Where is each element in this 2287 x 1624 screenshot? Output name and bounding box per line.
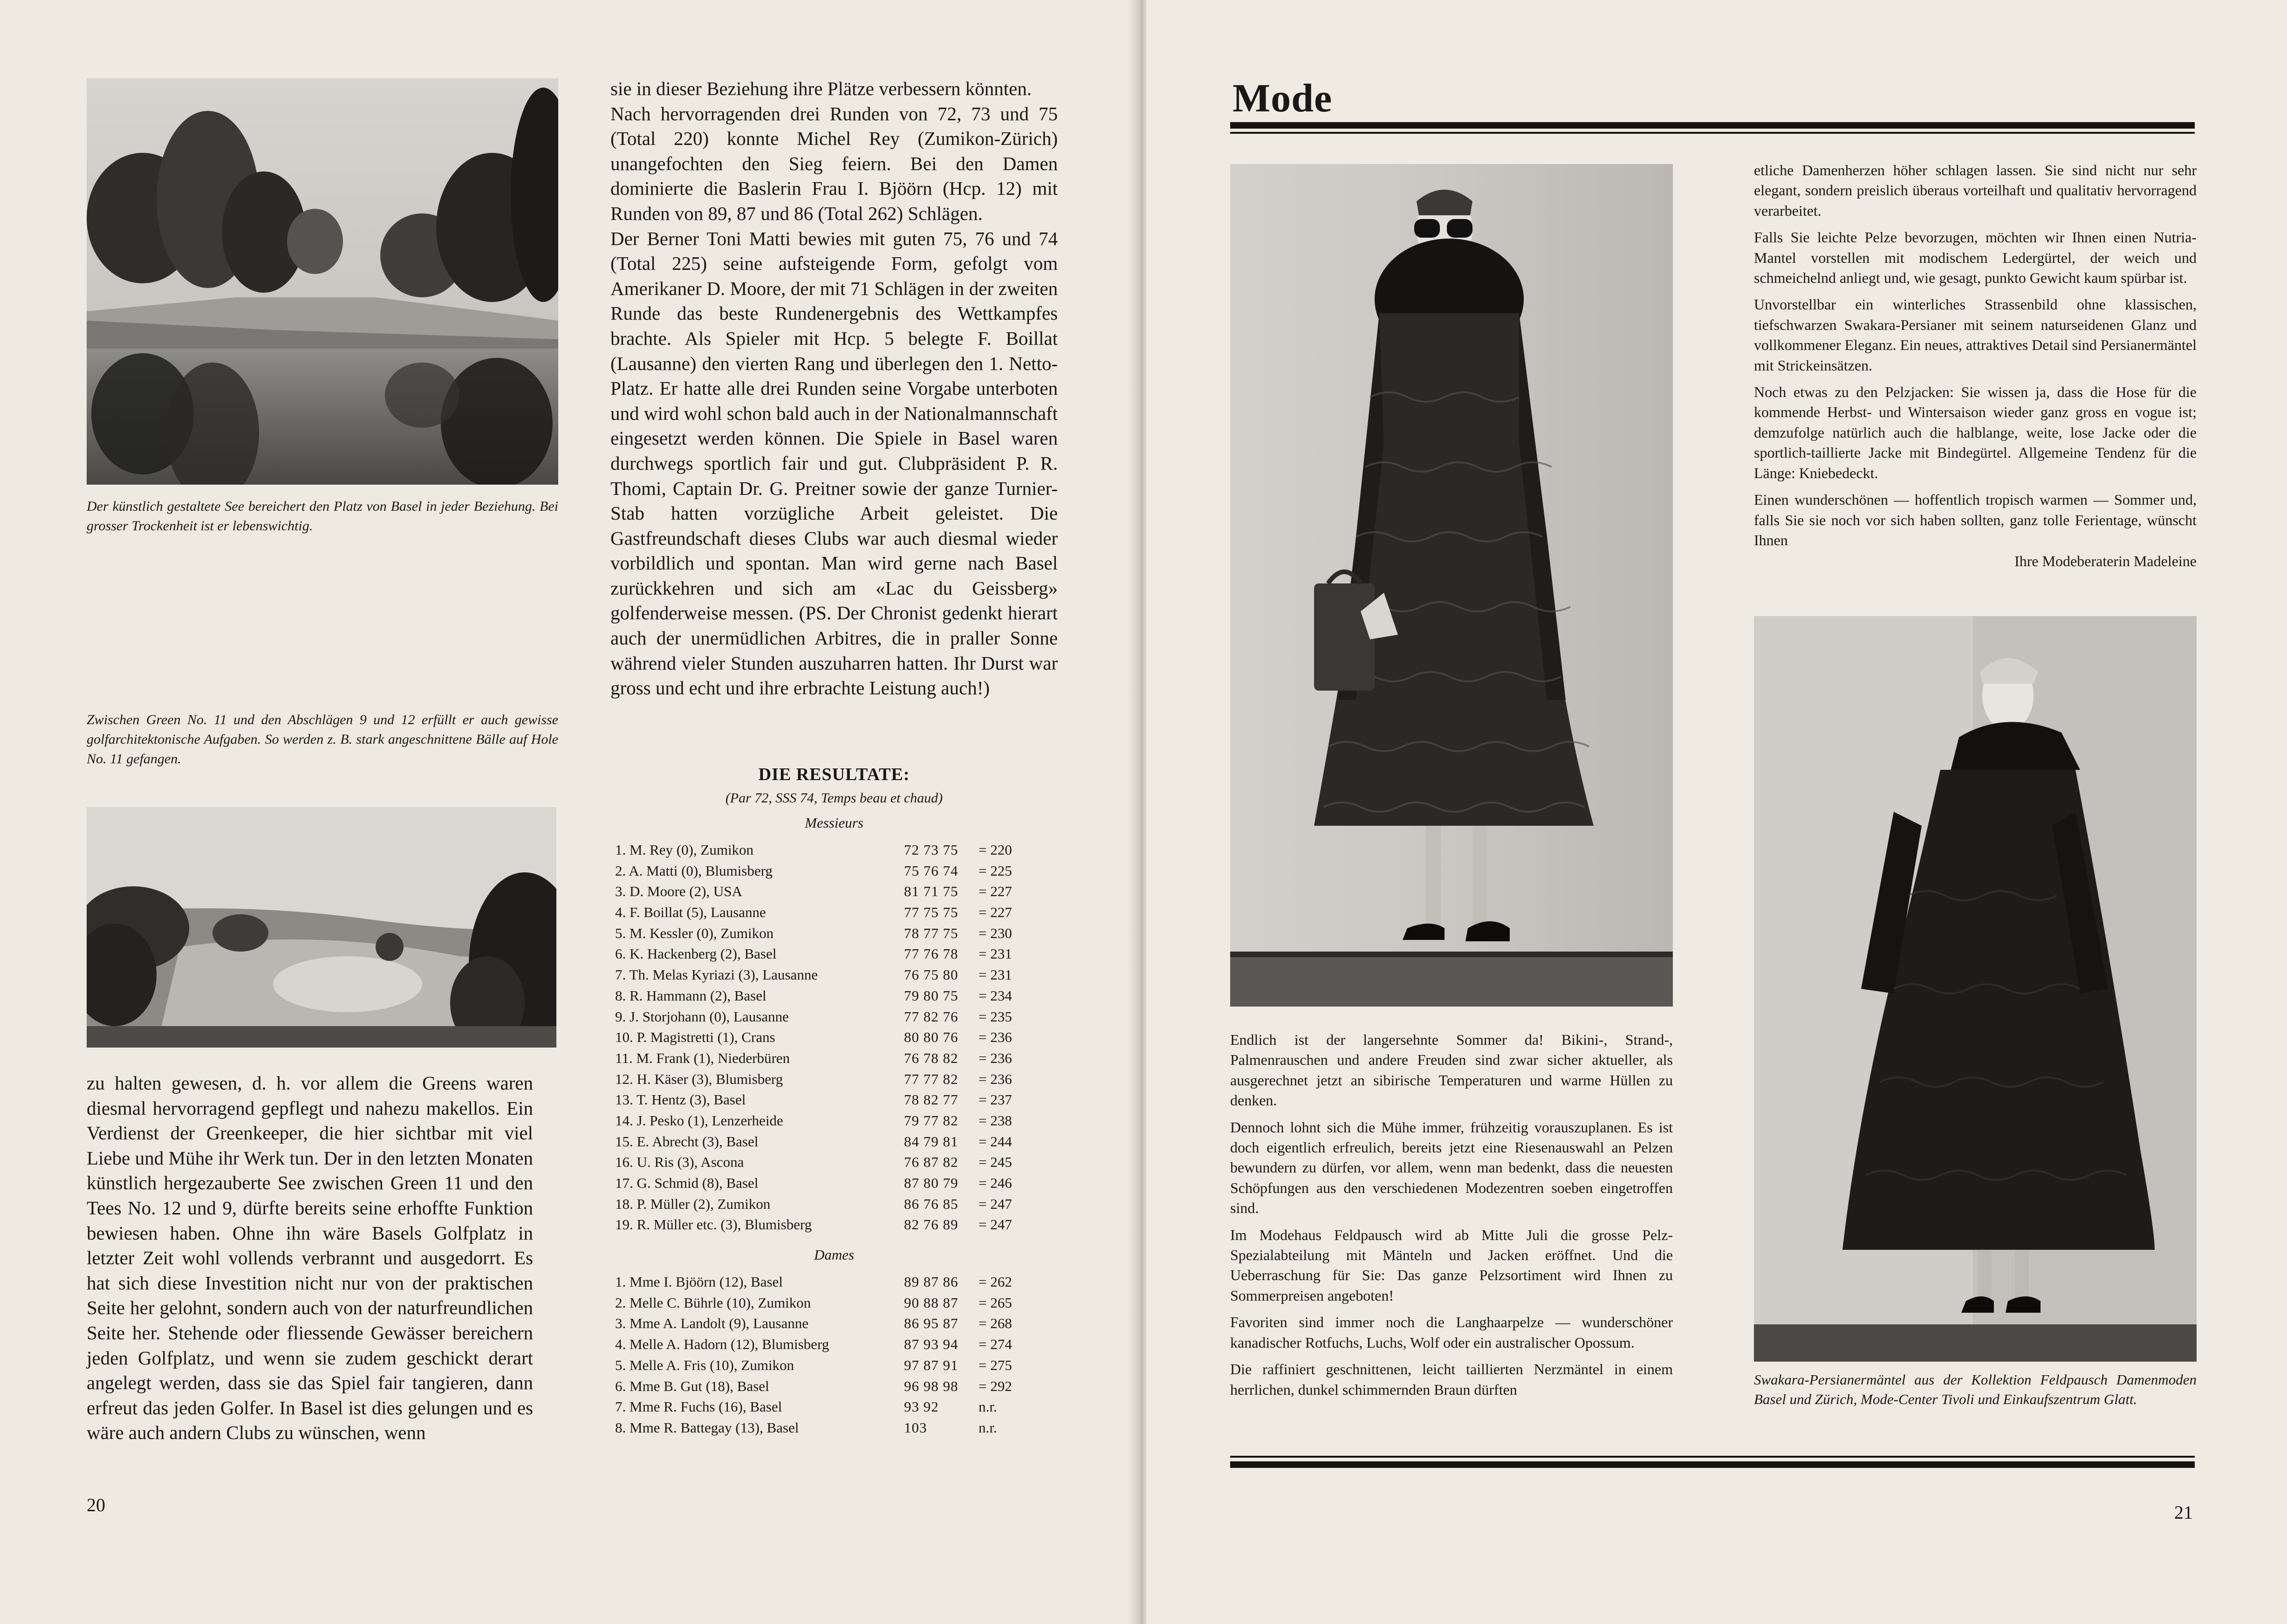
women-result-scores: 89 87 86	[904, 1274, 959, 1290]
women-result-row	[615, 1397, 1053, 1418]
women-result-scores: 90 88 87	[904, 1294, 959, 1311]
men-result-name: 5. M. Kessler (0), Zumikon	[615, 925, 774, 941]
men-result-total: = 244	[979, 1133, 1012, 1150]
title-rule-thin	[1230, 132, 2195, 134]
men-result-name: 1. M. Rey (0), Zumikon	[615, 842, 754, 858]
women-result-row	[615, 1355, 1053, 1376]
women-result-total: = 274	[979, 1336, 1012, 1353]
men-result-row	[615, 1069, 1053, 1090]
men-result-row	[615, 1214, 1053, 1235]
men-result-scores: 86 76 85	[904, 1195, 959, 1212]
men-result-row	[615, 1027, 1053, 1048]
women-result-name: 3. Mme A. Landolt (9), Lausanne	[615, 1315, 808, 1332]
men-result-scores: 84 79 81	[904, 1133, 959, 1150]
women-result-row	[615, 1418, 1053, 1439]
article-col2-p2: Nach hervorragenden drei Runden von 72, 73 und 75 (Total 220) konnte Michel Rey (Zumikon-Zürich) unangefochten den Sieg feiern. Bei den Damen dominierte die Baslerin Frau I. Bjöörn (Hcp. 12) mit Runden von 89, 87 und 86 (Total 262) Schlägen.	[610, 103, 1058, 224]
page-number-right: 21	[2174, 1502, 2193, 1523]
women-result-name: 6. Mme B. Gut (18), Basel	[615, 1377, 769, 1394]
men-result-name: 4. F. Boillat (5), Lausanne	[615, 904, 766, 921]
mode-left-p5: Die raffiniert geschnittenen, leicht taillierten Nerzmäntel in einem herrlichen, dunkel schimmernden Braun dürften	[1230, 1361, 1673, 1398]
women-result-name: 1. Mme I. Bjöörn (12), Basel	[615, 1274, 783, 1290]
fur-coat-model-illustration	[1230, 164, 1673, 1007]
mode-left-p3: Im Modehaus Feldpausch wird ab Mitte Juli die grosse Pelz-Spezialabteilung mit Mänteln und Jacken eröffnet. Und die Ueberraschung für Sie: Das ganze Pelzsortiment wird Ihnen zu Sommerpreisen angeboten!	[1230, 1226, 1673, 1304]
men-result-name: 8. R. Hammann (2), Basel	[615, 987, 767, 1004]
men-result-scores: 72 73 75	[904, 842, 959, 858]
men-result-name: 15. E. Abrecht (3), Basel	[615, 1133, 759, 1150]
men-result-scores: 80 80 76	[904, 1029, 959, 1046]
men-result-scores: 75 76 74	[904, 862, 959, 879]
men-result-name: 17. G. Schmid (8), Basel	[615, 1175, 759, 1191]
women-result-total: = 275	[979, 1357, 1012, 1373]
women-result-total: = 292	[979, 1377, 1012, 1394]
women-result-name: 5. Melle A. Fris (10), Zumikon	[615, 1357, 794, 1373]
men-result-total: = 236	[979, 1029, 1012, 1046]
men-result-name: 18. P. Müller (2), Zumikon	[615, 1195, 771, 1212]
men-result-name: 16. U. Ris (3), Ascona	[615, 1154, 744, 1171]
men-result-name: 7. Th. Melas Kyriazi (3), Lausanne	[615, 966, 818, 983]
men-result-row	[615, 1131, 1053, 1152]
men-result-row	[615, 923, 1053, 944]
lake-photo	[87, 78, 558, 485]
women-result-total: = 268	[979, 1315, 1012, 1332]
women-result-row	[615, 1334, 1053, 1355]
men-result-total: = 238	[979, 1112, 1012, 1129]
men-result-total: = 245	[979, 1154, 1012, 1171]
article-column-2	[610, 76, 1058, 701]
men-result-scores: 77 82 76	[904, 1008, 959, 1025]
results-subtitle: (Par 72, SSS 74, Temps beau et chaud)	[725, 790, 943, 806]
men-result-total: = 225	[979, 862, 1012, 879]
green-caption-text: Zwischen Green No. 11 und den Abschlägen 9 und 12 erfüllt er auch gewisse golfarchitektonische Aufgaben. So werden z. B. stark angeschnittene Bälle auf Hole No. 11 gefangen.	[87, 712, 558, 767]
left-page	[0, 0, 1137, 1624]
women-result-name: 4. Melle A. Hadorn (12), Blumisberg	[615, 1336, 829, 1353]
men-result-row	[615, 965, 1053, 986]
men-result-total: = 230	[979, 925, 1012, 941]
men-result-row	[615, 861, 1053, 882]
men-result-row	[615, 986, 1053, 1007]
mode-right-p1: etliche Damenherzen höher schlagen lassen. Sie sind nicht nur sehr elegant, sondern preislich überaus vorteilhaft und qualitativ hervorragend verarbeitet.	[1754, 162, 2197, 219]
men-result-total: = 247	[979, 1195, 1012, 1212]
results-table	[615, 764, 1053, 1439]
men-result-row	[615, 1090, 1053, 1110]
persian-coat-model-illustration	[1754, 616, 2197, 1362]
men-result-scores: 77 77 82	[904, 1070, 959, 1087]
men-result-scores: 79 77 82	[904, 1112, 959, 1129]
men-result-scores: 76 87 82	[904, 1154, 959, 1171]
mode-right-p5: Einen wunderschönen — hoffentlich tropisch warmen — Sommer und, falls Sie sie noch vor sich haben sollten, ganz tolle Ferientage, wünscht Ihnen	[1754, 491, 2197, 548]
women-result-name: 8. Mme R. Battegay (13), Basel	[615, 1419, 799, 1436]
golf-course-illustration	[87, 807, 556, 1048]
mode-left-p1: Endlich ist der langersehnte Sommer da! Bikini-, Strand-, Palmenrauschen und andere Freuden sind zwar sicher aktueller, als ausgerechnet jetzt an sibirische Temperaturen und warme Hüllen zu denken.	[1230, 1031, 1673, 1109]
women-result-total: n.r.	[979, 1398, 997, 1415]
men-result-total: = 227	[979, 883, 1012, 900]
men-result-total: = 236	[979, 1070, 1012, 1087]
men-result-scores: 76 75 80	[904, 966, 959, 983]
women-result-row	[615, 1293, 1053, 1314]
women-result-total: = 265	[979, 1294, 1012, 1311]
author-signature: Ihre Modeberaterin Madeleine	[2014, 553, 2197, 570]
men-result-scores: 81 71 75	[904, 883, 959, 900]
men-heading: Messieurs	[805, 815, 863, 831]
mode-right-p2: Falls Sie leichte Pelze bevorzugen, möchten wir Ihnen einen Nutria-Mantel vorstellen mit modischem Ledergürtel, der weich und schmeichelnd anliegt und, wie gesagt, punkto Gewicht kaum spürbar ist.	[1754, 229, 2197, 287]
men-result-scores: 78 82 77	[904, 1091, 959, 1108]
men-result-total: = 234	[979, 987, 1012, 1004]
men-result-name: 2. A. Matti (0), Blumisberg	[615, 862, 773, 879]
mode-column-left	[1230, 1030, 1673, 1406]
men-result-total: = 246	[979, 1175, 1012, 1191]
article-col2-p1: sie in dieser Beziehung ihre Plätze verbessern könnten.	[610, 78, 1032, 99]
men-result-row	[615, 1007, 1053, 1028]
lake-photo-caption	[87, 497, 558, 536]
women-result-total: n.r.	[979, 1419, 997, 1436]
women-result-scores: 86 95 87	[904, 1315, 959, 1332]
women-result-scores: 103	[904, 1419, 927, 1436]
men-result-total: = 235	[979, 1008, 1012, 1025]
article-column-1	[87, 1071, 533, 1446]
men-result-scores: 82 76 89	[904, 1216, 959, 1233]
men-result-row	[615, 1173, 1053, 1194]
men-result-scores: 77 76 78	[904, 946, 959, 962]
women-result-row	[615, 1272, 1053, 1293]
women-result-name: 2. Melle C. Bührle (10), Zumikon	[615, 1294, 811, 1311]
section-title: Mode	[1233, 75, 1333, 120]
women-result-scores: 93 92	[904, 1398, 939, 1415]
men-result-scores: 78 77 75	[904, 925, 959, 941]
men-result-total: = 247	[979, 1216, 1012, 1233]
bottom-rule-thin	[1230, 1456, 2195, 1458]
men-result-row	[615, 1048, 1053, 1069]
fashion-photo-fur-coat	[1230, 164, 1673, 1007]
bottom-rule	[1230, 1461, 2195, 1468]
men-result-name: 6. K. Hackenberg (2), Basel	[615, 946, 777, 962]
men-result-name: 11. M. Frank (1), Niederbüren	[615, 1049, 790, 1066]
women-result-scores: 87 93 94	[904, 1336, 959, 1353]
mode-right-p4: Noch etwas zu den Pelzjacken: Sie wissen ja, dass die Hose für die kommende Herbst- und Wintersaison wieder ganz gross en vogue ist; demzufolge natürlich auch die halblange, weite, lose Jacke oder die sportlich-taillierte Jacke mit Bindegürtel. Allgemeine Tendenz für die Länge: Kniebedeckt.	[1754, 384, 2197, 481]
men-result-row	[615, 1194, 1053, 1215]
men-result-row	[615, 902, 1053, 923]
coat-photo-caption	[1754, 1370, 2197, 1409]
mode-left-p2: Dennoch lohnt sich die Mühe immer, frühzeitig vorauszuplanen. Es ist doch eigentlich erfreulich, bereits jetzt eine Riesenauswahl an Pelzen bewundern zu dürfen, vor allem, wenn man bedenkt, dass die neuesten Schöpfungen aus den verschiedenen Modezentren soeben eingetroffen sind.	[1230, 1118, 1673, 1217]
article-col2-p3: Der Berner Toni Matti bewies mit guten 75, 76 und 74 (Total 225) seine aufsteigende Form, gefolgt vom Amerikaner D. Moore, der mit 71 Schlägen in der zweiten Runde das beste Rundenergebnis des Wettkampfes brachte. Als Spieler mit Hcp. 5 belegte F. Boillat (Lausanne) den vierten Rang und überlegen den 1. Netto-Platz. Er hatte alle drei Runden seine Vorgabe unterboten und wird wohl schon bald auch in der Nationalmannschaft eingesetzt werden können. Die Spiele in Basel waren durchwegs sportlich fair und gut. Clubpräsident P. R. Thomi, Captain Dr. G. Preitner sowie der ganze Turnier-Stab hatten vorzügliche Arbeit geleistet. Die Gastfreundschaft dieses Clubs war auch diesmal wieder vorbildlich und spontan. Man wird gerne nach Basel zurückkehren und sich am «Lac du Geissberg» golfenderweise messen. (PS. Der Chronist gedenkt hierart auch der unermüdlichen Arbitres, die in praller Sonne während vieler Stunden auszuharren hatten. Ihr Durst war gross und echt und ihre erbrachte Leistung auch!)	[610, 227, 1058, 699]
men-result-row	[615, 1110, 1053, 1131]
men-result-name: 19. R. Müller etc. (3), Blumisberg	[615, 1216, 812, 1233]
men-result-scores: 76 78 82	[904, 1049, 959, 1066]
women-result-row	[615, 1376, 1053, 1397]
green-photo-caption	[87, 710, 558, 769]
men-result-total: = 227	[979, 904, 1012, 921]
men-result-scores: 79 80 75	[904, 987, 959, 1004]
men-result-row	[615, 840, 1053, 861]
men-result-scores: 87 80 79	[904, 1175, 959, 1191]
men-result-total: = 231	[979, 966, 1012, 983]
women-result-row	[615, 1313, 1053, 1334]
mode-left-p4: Favoriten sind immer noch die Langhaarpelze — wunderschöner kanadischer Rotfuchs, Luchs, Wolf oder ein australischer Opossum.	[1230, 1314, 1673, 1351]
men-result-total: = 231	[979, 946, 1012, 962]
men-result-name: 14. J. Pesko (1), Lenzerheide	[615, 1112, 783, 1129]
men-result-name: 9. J. Storjohann (0), Lausanne	[615, 1008, 789, 1025]
results-title: DIE RESULTATE:	[758, 765, 910, 784]
men-result-row	[615, 1152, 1053, 1173]
article-col1-text: zu halten gewesen, d. h. vor allem die Greens waren diesmal hervorragend gepflegt und nahezu makellos. Ein Verdienst der Greenkeeper, die hier sichtbar mit viel Liebe und Mühe ihr Werk tun. Der in den letzten Monaten künstlich hergezauberte See zwischen Green 11 und den Tees No. 12 und 9, dürfte bereits seine erhoffte Funktion bewiesen haben. Ohne ihn wäre Basels Golfplatz in letzter Zeit wohl vollends verbrannt und ausgedorrt. Es hat sich diese Investition nicht nur von der praktischen Seite her gelohnt, sondern auch von der naturfreundlichen Seite her. Stehende oder fliessende Gewässer bereichern jeden Golfplatz, und wenn sie zudem geschickt derart angelegt werden, dass sie das Spiel fair tangieren, dann erfreut das jeden Golfer. In Basel ist dies gelungen und es wäre auch andern Clubs zu wünschen, wenn	[87, 1072, 533, 1444]
men-result-row	[615, 944, 1053, 965]
women-results	[615, 1272, 1053, 1439]
golf-course-photo	[87, 807, 556, 1048]
women-result-scores: 96 98 98	[904, 1377, 959, 1394]
mode-column-right	[1754, 160, 2197, 578]
lake-caption-text: Der künstlich gestaltete See bereichert den Platz von Basel in jeder Beziehung. Bei grosser Trockenheit ist er lebenswichtig.	[87, 499, 558, 534]
coat-caption-text: Swakara-Persianermäntel aus der Kollektion Feldpausch Damenmoden Basel und Zürich, Mode-Center Tivoli und Einkaufszentrum Glatt.	[1754, 1371, 2197, 1407]
mode-right-p3: Unvorstellbar ein winterliches Strassenbild ohne klassischen, tiefschwarzen Swakara-Persianer mit seinem naturseidenen Glanz und vollkommener Eleganz. Ein neues, attraktives Detail sind Persianermäntel mit Strickeinsätzen.	[1754, 296, 2197, 374]
fashion-photo-persian-coat	[1754, 616, 2197, 1362]
men-result-total: = 237	[979, 1091, 1012, 1108]
men-result-scores: 77 75 75	[904, 904, 959, 921]
men-result-row	[615, 881, 1053, 902]
women-result-name: 7. Mme R. Fuchs (16), Basel	[615, 1398, 782, 1415]
men-result-name: 10. P. Magistretti (1), Crans	[615, 1029, 775, 1046]
men-result-name: 13. T. Hentz (3), Basel	[615, 1091, 746, 1108]
men-result-name: 3. D. Moore (2), USA	[615, 883, 742, 900]
men-result-name: 12. H. Käser (3), Blumisberg	[615, 1070, 783, 1087]
men-result-total: = 220	[979, 842, 1012, 858]
men-results	[615, 840, 1053, 1235]
women-heading: Dames	[814, 1247, 855, 1263]
lake-photo-illustration	[87, 78, 558, 485]
women-result-scores: 97 87 91	[904, 1357, 959, 1373]
page-number-left: 20	[87, 1494, 105, 1515]
men-result-total: = 236	[979, 1049, 1012, 1066]
women-result-total: = 262	[979, 1274, 1012, 1290]
title-rule	[1230, 122, 2195, 129]
